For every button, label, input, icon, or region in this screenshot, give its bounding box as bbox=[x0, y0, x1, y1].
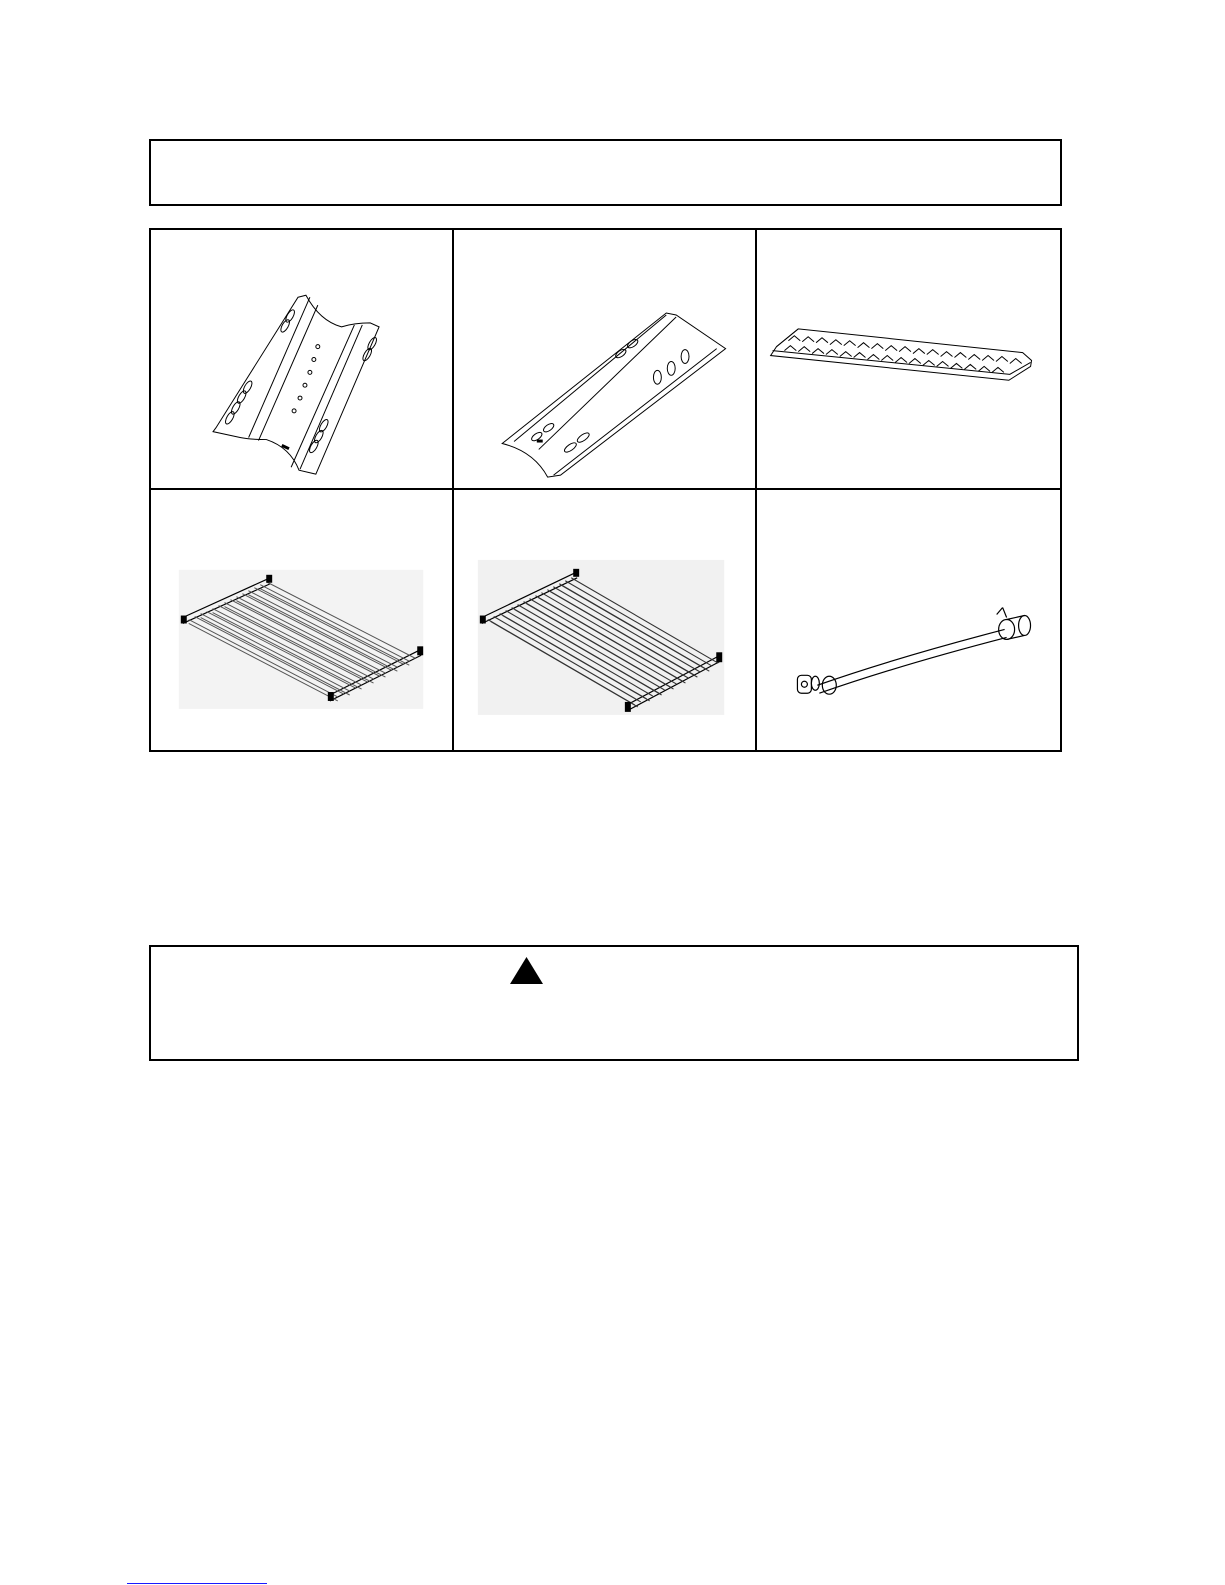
footer-link-underline[interactable] bbox=[127, 1583, 267, 1584]
heat-plate-narrow-icon bbox=[454, 230, 755, 488]
warning-box bbox=[149, 945, 1079, 1061]
header-box bbox=[149, 139, 1062, 206]
parts-grid bbox=[149, 228, 1062, 752]
warming-rack-strip-icon bbox=[757, 230, 1060, 488]
cooking-grid-icon bbox=[151, 490, 452, 750]
warning-triangle-icon bbox=[510, 957, 543, 984]
part-cell-2 bbox=[454, 230, 757, 490]
part-cell-3 bbox=[757, 230, 1060, 490]
cooking-grid-cast-icon bbox=[454, 490, 755, 750]
gas-hose-icon bbox=[757, 490, 1060, 750]
heat-plate-wide-icon bbox=[151, 230, 452, 488]
part-cell-6 bbox=[757, 490, 1060, 750]
part-cell-5 bbox=[454, 490, 757, 750]
part-cell-4 bbox=[151, 490, 454, 750]
part-cell-1 bbox=[151, 230, 454, 490]
